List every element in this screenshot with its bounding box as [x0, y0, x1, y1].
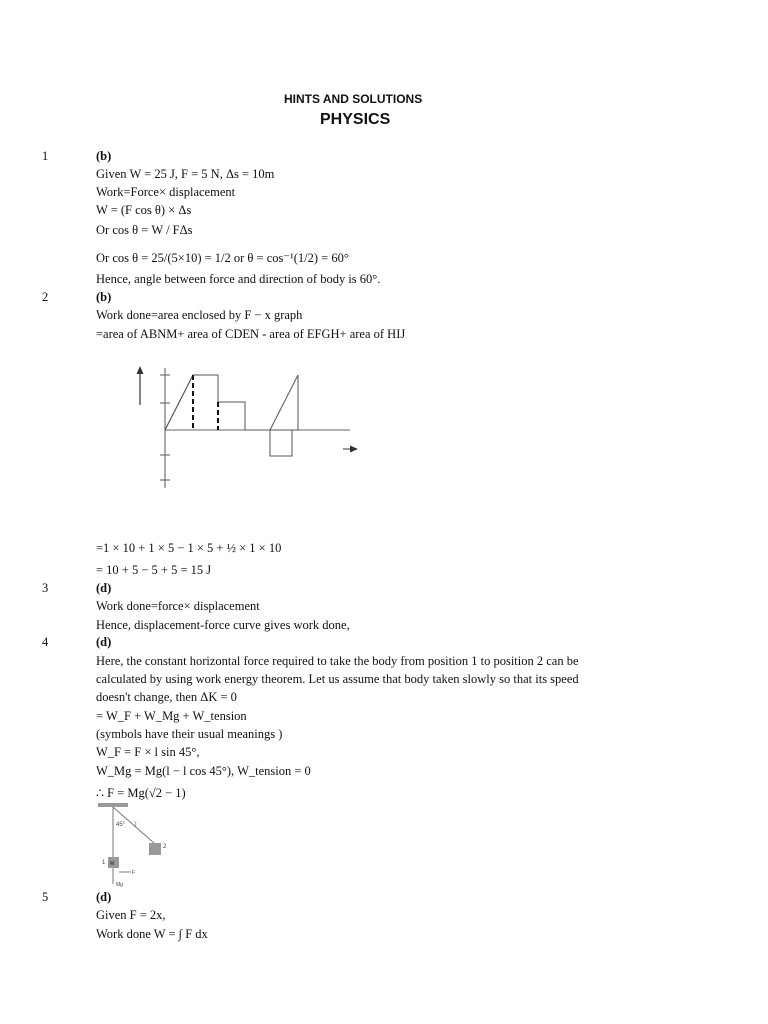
- position-2-label: 2: [163, 844, 167, 850]
- q4-line-3: doesn't change, then ΔK = 0: [96, 690, 237, 704]
- q1-line-4: Or cos θ = W / FΔs: [96, 223, 193, 237]
- mass-label: M: [110, 861, 115, 867]
- position-1-label: 1: [102, 860, 106, 866]
- q2-line-1: Work done=area enclosed by F − x graph: [96, 308, 303, 322]
- q4-line-2: calculated by using work energy theorem. Let us assume that body taken slowly so that its speed: [96, 672, 579, 686]
- weight-label: Mg: [116, 882, 123, 888]
- q4-line-1: Here, the constant horizontal force required to take the body from position 1 to position 2 can be: [96, 654, 579, 668]
- answer-2: (b): [96, 290, 112, 304]
- length-label: l: [135, 822, 137, 828]
- q4-line-4: = W_F + W_Mg + W_tension: [96, 709, 247, 723]
- q2-calc-2: = 10 + 5 − 5 + 5 = 15 J: [96, 563, 212, 577]
- q4-line-8: ∴ F = Mg(√2 − 1): [96, 786, 186, 800]
- answer-3: (d): [96, 581, 112, 595]
- q5-line-1: Given F = 2x,: [96, 908, 166, 922]
- q2-line-2: =area of ABNM+ area of CDEN - area of EFGH+ area of HIJ: [96, 327, 406, 341]
- answer-5: (d): [96, 890, 112, 904]
- question-number-3: 3: [42, 581, 49, 595]
- q4-line-7: W_Mg = Mg(l − l cos 45°), W_tension = 0: [96, 764, 311, 778]
- question-number-2: 2: [42, 290, 49, 304]
- q5-line-2: Work done W = ∫ F dx: [96, 927, 208, 941]
- question-number-5: 5: [42, 890, 49, 904]
- page-heading: HINTS AND SOLUTIONS: [284, 92, 423, 106]
- q2-calc-1: =1 × 10 + 1 × 5 − 1 × 5 + ½ × 1 × 10: [96, 541, 282, 555]
- q3-line-1: Work done=force× displacement: [96, 599, 260, 613]
- q3-line-2: Hence, displacement-force curve gives work done,: [96, 618, 350, 632]
- angle-label: 45°: [116, 822, 126, 828]
- q1-line-2: Work=Force× displacement: [96, 185, 236, 199]
- q1-line-6: Hence, angle between force and direction of body is 60°.: [96, 272, 381, 286]
- force-label: F: [132, 870, 136, 876]
- q1-line-3: W = (F cos θ) × Δs: [96, 203, 192, 217]
- answer-1: (b): [96, 149, 112, 163]
- question-number-4: 4: [42, 635, 49, 649]
- q1-line-1: Given W = 25 J, F = 5 N, Δs = 10m: [96, 167, 275, 181]
- q4-line-6: W_F = F × l sin 45°,: [96, 745, 200, 759]
- force-displacement-graph: [130, 360, 365, 492]
- subject-title: PHYSICS: [320, 111, 391, 128]
- pendulum-figure: [95, 800, 175, 890]
- question-number-1: 1: [42, 149, 49, 163]
- answer-4: (d): [96, 635, 112, 649]
- q1-line-5: Or cos θ = 25/(5×10) = 1/2 or θ = cos⁻¹(1/2) = 60°: [96, 251, 349, 265]
- q4-line-5: (symbols have their usual meanings ): [96, 727, 283, 741]
